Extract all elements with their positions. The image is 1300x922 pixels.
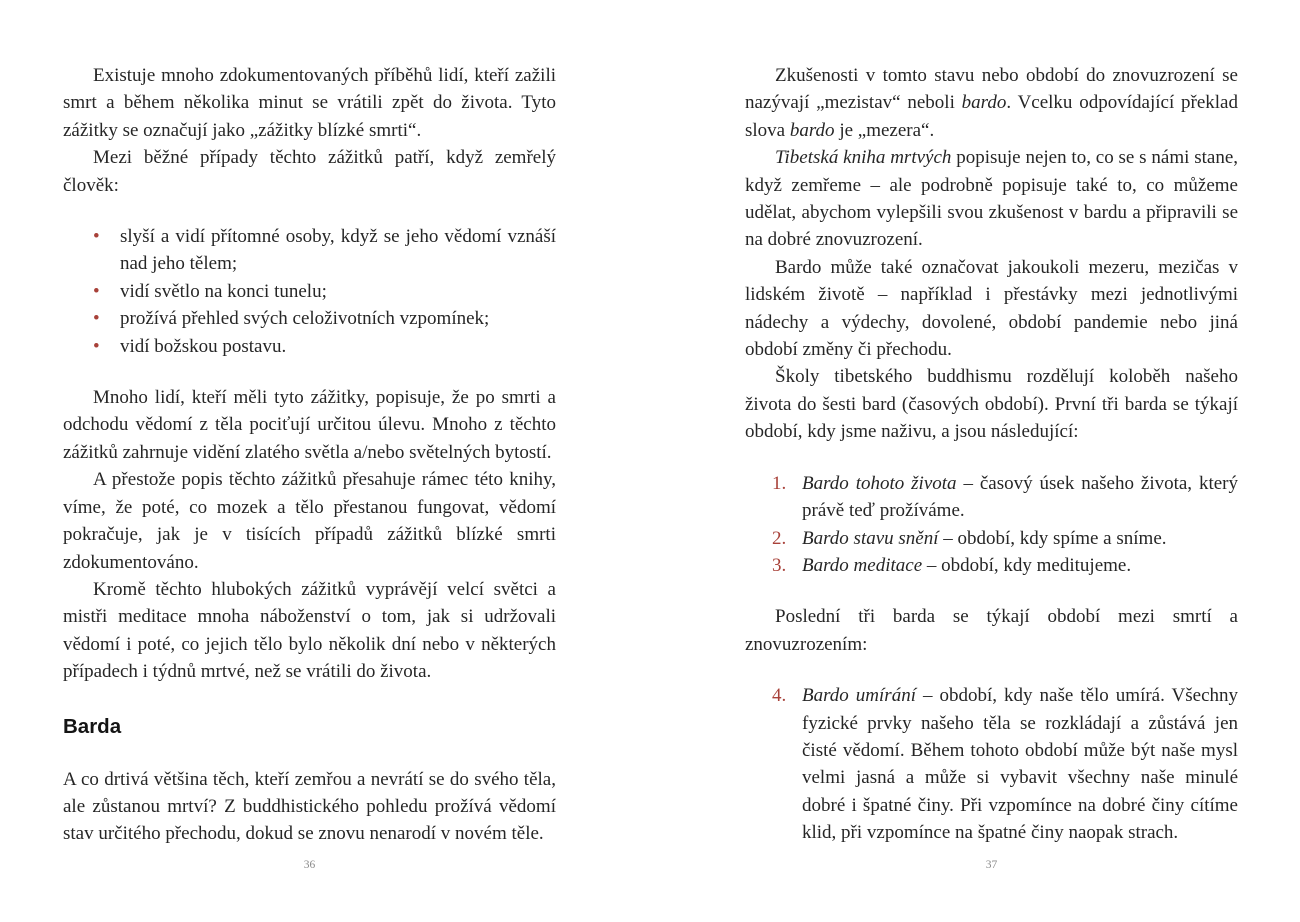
italic-term: Tibetská kniha mrtvých [775, 147, 952, 169]
bullet-icon: • [93, 280, 100, 302]
italic-term: bardo [789, 119, 835, 141]
bullet-list-item [63, 278, 556, 305]
page-number-right: 37 [985, 859, 998, 871]
paragraph-run: je „mezera“. [834, 119, 935, 141]
bullet-list-item [63, 223, 556, 278]
section-heading: Barda [63, 714, 122, 738]
bullet-text: vidí světlo na konci tunelu; [120, 280, 327, 302]
page-number-left: 36 [303, 859, 316, 871]
list-text: – období, kdy spíme a sníme. [938, 527, 1167, 549]
paragraph-run: . Vcelku odpovídající překlad slova [745, 92, 1238, 141]
italic-term: Bardo meditace [802, 554, 923, 576]
numbered-list-item [745, 682, 1238, 846]
italic-term: Bardo tohoto života [802, 472, 957, 494]
bullet-list [63, 223, 556, 360]
bullet-list-item [63, 305, 556, 332]
bullet-icon: • [93, 226, 100, 248]
italic-term: Bardo umírání [802, 685, 916, 707]
page-right [745, 62, 1238, 871]
list-number: 2. [772, 527, 787, 549]
list-number: 4. [772, 685, 787, 707]
bullet-list-item [63, 333, 556, 360]
paragraph [745, 62, 1238, 144]
paragraph: Poslední tři barda se týkají období mezi smrtí a znovuzrozením: [745, 606, 1238, 655]
paragraph: Bardo může také označovat jakoukoli mezeru, mezičas v lidském životě – například i přestávky mezi jednotlivými nádechy a výdechy, dovolené, období pandemie nebo jiná období změny či přechodu. [745, 256, 1238, 361]
paragraph-run: popisuje nejen to, co se s námi stane, když zemřeme – ale podrobně popisuje také to, co můžeme udělat, abychom vylepšili svou zkušenost v bardu a připravili se na dobré znovuzrození. [745, 147, 1238, 251]
list-text: – období, kdy meditujeme. [922, 554, 1132, 576]
numbered-list-item [745, 552, 1238, 579]
paragraph: Kromě těchto hlubokých zážitků vyprávějí velcí světci a mistři meditace mnoha náboženství o tom, jak si udržovali vědomí i poté, co jejich tělo bylo několik dní nebo v některých případech i týdnů mrtvé, než se vrátili do života. [63, 578, 556, 683]
numbered-list-item [745, 525, 1238, 552]
paragraph-run: Zkušenosti v tomto stavu nebo období do znovuzrození se nazývají „mezistav“ neboli [745, 65, 1238, 114]
list-number: 3. [772, 554, 787, 576]
page-left [63, 62, 556, 848]
paragraph: Školy tibetského buddhismu rozdělují koloběh našeho života do šesti bard (časových období). První tři barda se týkají období, kdy jsme naživu, a jsou následující: [745, 366, 1238, 443]
bullet-icon: • [93, 335, 100, 357]
paragraph: Mnoho lidí, kteří měli tyto zážitky, popisuje, že po smrti a odchodu vědomí z těla pociťují určitou úlevu. Mnoho z těchto zážitků zahrnuje vidění zlatého světla a/nebo světelných bytostí. [63, 387, 556, 463]
bullet-icon: • [93, 308, 100, 330]
list-text: – období, kdy naše tělo umírá. Všechny fyzické prvky našeho těla se rozkládají a zůstává jen čisté vědomí. Během tohoto období může být naše mysl velmi jasná a může si vybavit všechny naše minulé dobré i špatné činy. Při vzpomínce na dobré činy cítíme klid, při vzpomínce na špatné činy naopak strach. [802, 685, 1238, 844]
bullet-text: vidí božskou postavu. [120, 335, 287, 357]
italic-term: bardo [961, 92, 1007, 114]
list-text: – časový úsek našeho života, který právě teď prožíváme. [802, 472, 1238, 522]
paragraph: Existuje mnoho zdokumentovaných příběhů lidí, kteří zažili smrt a během několika minut se vrátili zpět do života. Tyto zážitky se označují jako „zážitky blízké smrti“. [63, 65, 556, 141]
numbered-list-continued [745, 682, 1238, 846]
paragraph: Mezi běžné případy těchto zážitků patří, když zemřelý člověk: [63, 147, 556, 196]
numbered-list-item [745, 470, 1238, 525]
bullet-text: prožívá přehled svých celoživotních vzpomínek; [120, 308, 490, 330]
paragraph [745, 144, 1238, 254]
paragraph: A co drtivá většina těch, kteří zemřou a nevrátí se do svého těla, ale zůstanou mrtví? Z buddhistického pohledu prožívá vědomí stav určitého přechodu, dokud se znovu nenarodí v novém těle. [63, 768, 556, 845]
list-number: 1. [772, 472, 787, 494]
paragraph: A přestože popis těchto zážitků přesahuje rámec této knihy, víme, že poté, co mozek a tělo přestanou fungovat, vědomí pokračuje, jak je v tisících případů zážitků blízké smrti zdokumentováno. [63, 469, 556, 573]
italic-term: Bardo stavu snění [802, 527, 939, 549]
bullet-text: slyší a vidí přítomné osoby, když se jeho vědomí vznáší nad jeho tělem; [120, 226, 556, 275]
numbered-list [745, 470, 1238, 580]
